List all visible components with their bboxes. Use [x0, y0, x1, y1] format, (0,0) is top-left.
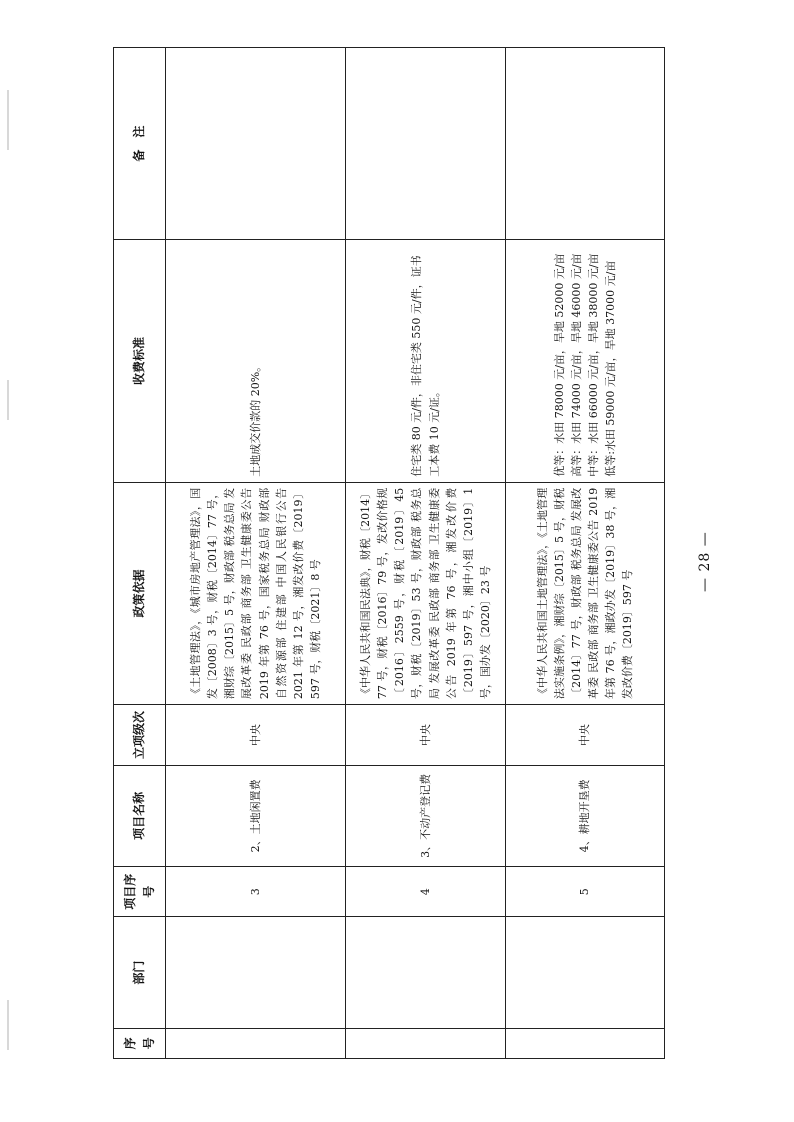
standard-line: 中等：水田 66000 元/亩，旱地 38000 元/亩 — [587, 253, 600, 477]
cell-dept — [346, 917, 506, 1028]
cell-seq — [506, 1028, 665, 1058]
standard-line: 高等：水田 74000 元/亩，旱地 46000 元/亩 — [569, 253, 583, 477]
table-row — [346, 48, 506, 1059]
cell-standard: 土地成交价款的 20%。 — [166, 240, 346, 483]
cell-standard: 住宅类 80 元/件，非住宅类 550 元/件，证书工本费 10 元/证。 — [346, 240, 506, 483]
cell-item-name: 4、耕地开垦费 — [506, 765, 665, 866]
cell-item-name: 3、不动产登记费 — [346, 765, 506, 866]
header-basis: 政策依据 — [114, 482, 166, 704]
header-remark: 备 注 — [114, 48, 166, 240]
cell-remark — [506, 48, 665, 240]
cell-basis: 《中华人民共和国民法典》，财税〔2014〕77 号，财税〔2016〕79 号，发改价格规〔2016〕2559 号，财税〔2019〕45 号，财税〔2019〕53 号，财政部 税务总局 发展改革委 民政部 商务部 卫生健康委公告 2019 年第 76 号，湘发改价费〔2019〕597 号，湘中小组〔2019〕1 号，国办发〔2020〕23 号 — [346, 482, 506, 704]
cell-level: 中央 — [346, 705, 506, 766]
cell-dept — [506, 917, 665, 1028]
table-row — [166, 48, 346, 1059]
header-item-no: 项目序号 — [114, 866, 166, 917]
standard-line: 低等:水田 59000 元/亩，旱地 37000 元/亩 — [604, 260, 618, 477]
header-item-name: 项目名称 — [114, 765, 166, 866]
page-number: — 28 — — [697, 531, 713, 593]
fee-table — [113, 47, 665, 1059]
header-level: 立项级次 — [114, 705, 166, 766]
cell-item-no: 5 — [506, 866, 665, 917]
cell-basis: 《土地管理法》，《城市房地产管理法》，国发〔2008〕3 号，财税〔2014〕77 号，湘财综〔2015〕5 号，财政部 税务总局 发展改革委 民政部 商务部 卫生健康委公告 2019 年第 76 号，国家税务总局 财政部 自然资源部 住建部 中国人民银行公告 2021 年第 12 号，湘发改价费〔2019〕597 号，财税〔2021〕8 号 — [166, 482, 346, 704]
header-seq: 序号 — [114, 1028, 166, 1058]
cell-level: 中央 — [506, 705, 665, 766]
table-header-row — [114, 48, 166, 1059]
cell-basis: 《中华人民共和国土地管理法》，《土地管理法实施条例》，湘财综〔2015〕5 号，财税〔2014〕77 号，财政部 税务总局 发展改革委 民政部 商务部 卫生健康委公告 2019 年第 76 号，湘政办发〔2019〕38 号，湘发改价费〔2019〕597 号 — [506, 482, 665, 704]
standard-line: 优等：水田 78000 元/亩，旱地 52000 元/亩 — [552, 253, 566, 477]
header-dept: 部门 — [114, 917, 166, 1028]
cell-seq — [166, 1028, 346, 1058]
cell-item-name: 2、土地闲置费 — [166, 765, 346, 866]
cell-remark — [346, 48, 506, 240]
header-standard: 收费标准 — [114, 240, 166, 483]
cell-dept — [166, 917, 346, 1028]
scan-edge-mark — [7, 1000, 9, 1050]
cell-level: 中央 — [166, 705, 346, 766]
fee-table-container — [113, 47, 664, 1059]
cell-item-no: 4 — [346, 866, 506, 917]
cell-seq — [346, 1028, 506, 1058]
cell-remark — [166, 48, 346, 240]
cell-standard — [506, 240, 665, 483]
table-row — [506, 48, 665, 1059]
scan-edge-mark — [7, 90, 9, 150]
scan-edge-mark — [7, 380, 9, 420]
cell-item-no: 3 — [166, 866, 346, 917]
